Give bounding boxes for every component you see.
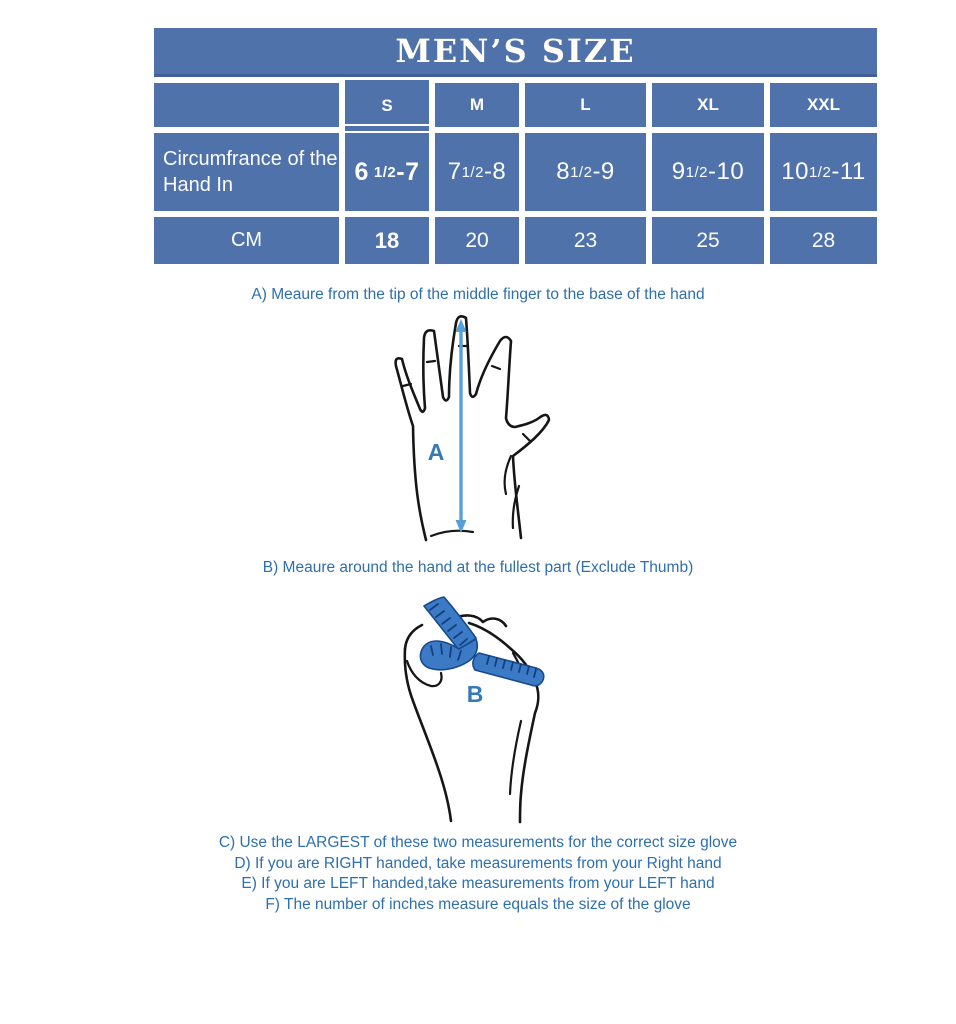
measure-arrow-icon [456, 319, 467, 533]
inches-whole: 7 [447, 158, 462, 185]
instruction-d: D) If you are RIGHT handed, take measurements from your Right hand [234, 854, 722, 872]
instruction-f: F) The number of inches measure equals the size of the glove [265, 896, 691, 914]
inches-rest: -11 [831, 158, 866, 185]
cm-cell-xl: 25 [652, 217, 764, 264]
inches-cell-l [525, 133, 646, 211]
column-header-xl[interactable]: XL [652, 83, 764, 127]
inches-fraction: 1/2 [461, 163, 484, 181]
inches-fraction: 1/2 [808, 163, 832, 181]
column-header-m[interactable]: M [435, 83, 519, 127]
row-label-circumference: Circumfrance of the Hand In [154, 133, 339, 211]
cm-cell-s: 18 [345, 217, 429, 264]
cm-cell-m: 20 [435, 217, 519, 264]
inches-whole: 6 [354, 157, 369, 186]
inches-fraction: 1/2 [373, 163, 397, 181]
corner-cell [154, 83, 339, 127]
hand-b-label: B [466, 681, 484, 707]
size-table [154, 28, 877, 264]
inches-whole: 10 [781, 158, 809, 185]
column-header-xxl[interactable]: XXL [770, 83, 877, 127]
measuring-tape-icon [420, 597, 543, 686]
hand-a-label: A [427, 439, 445, 465]
inches-fraction: 1/2 [570, 163, 593, 181]
fist-illustration [393, 589, 583, 829]
inches-cell-s [345, 133, 429, 211]
column-header-l[interactable]: L [525, 83, 646, 127]
column-header-s[interactable]: S [345, 80, 429, 131]
instruction-c: C) Use the LARGEST of these two measurements for the correct size glove [218, 834, 738, 851]
inches-fraction: 1/2 [685, 163, 709, 181]
inches-whole: 9 [671, 158, 686, 185]
open-hand-illustration [373, 314, 575, 546]
inches-rest: -8 [483, 158, 507, 185]
row-label-cm: CM [154, 217, 339, 264]
inches-cell-xxl [770, 133, 877, 211]
inches-cell-xl [652, 133, 764, 211]
hand-outline [396, 316, 549, 540]
table-title: MEN’S SIZE [154, 28, 877, 77]
inches-cell-m [435, 133, 519, 211]
instruction-e: E) If you are LEFT handed,take measurements from your LEFT hand [241, 875, 715, 893]
inches-whole: 8 [556, 158, 571, 185]
cm-cell-xxl: 28 [770, 217, 877, 264]
instructions-footer [0, 833, 956, 916]
instruction-b: B) Meaure around the hand at the fullest part (Exclude Thumb) [262, 559, 694, 576]
inches-rest: -10 [708, 158, 745, 185]
inches-rest: -7 [396, 157, 420, 186]
inches-rest: -9 [592, 158, 615, 185]
cm-cell-l: 23 [525, 217, 646, 264]
instruction-a: A) Meaure from the tip of the middle finger to the base of the hand [251, 286, 705, 303]
